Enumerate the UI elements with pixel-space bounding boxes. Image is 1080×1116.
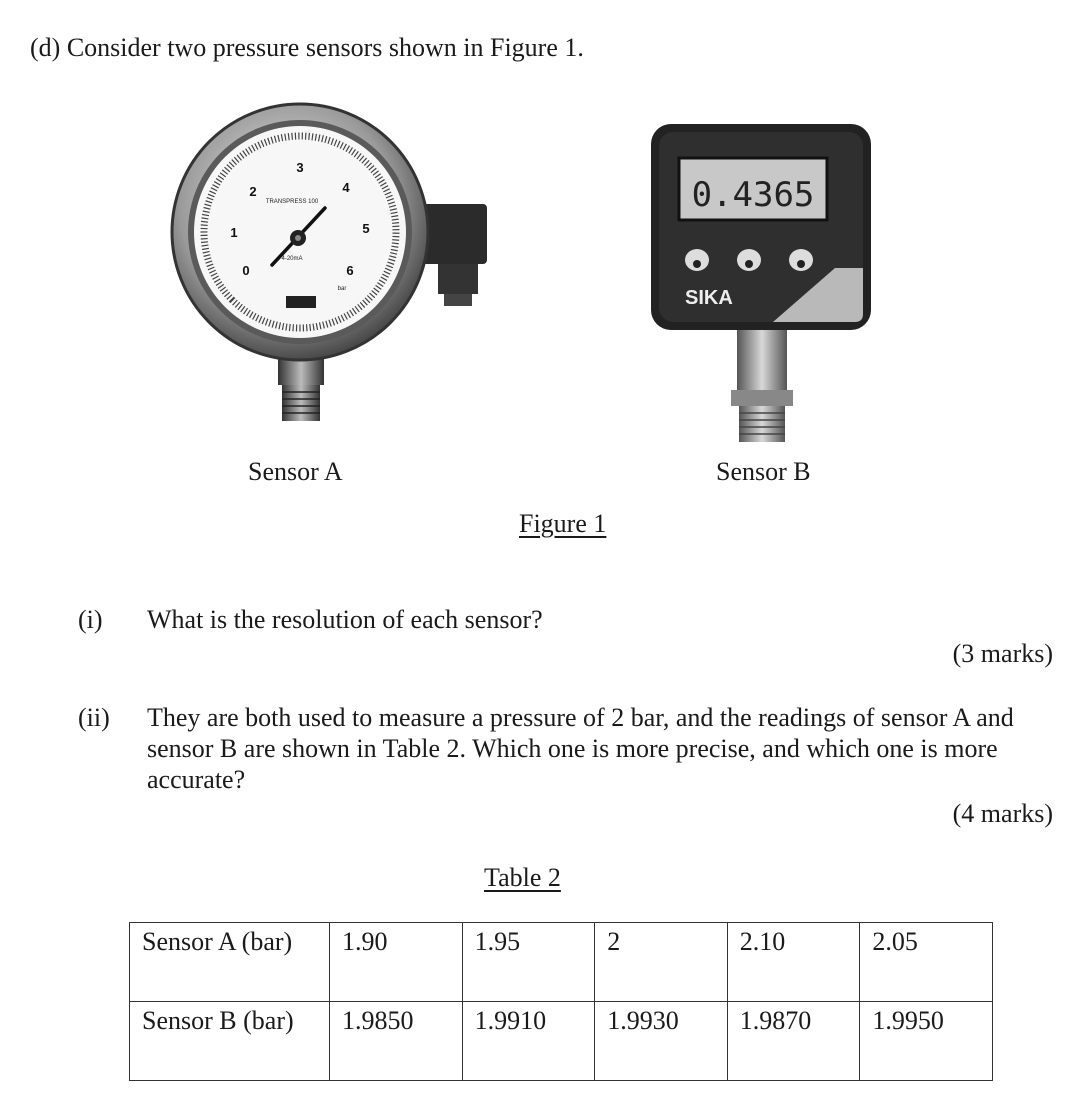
table-cell: 1.90 [330,923,463,1002]
question-ii-number: (ii) [78,703,110,732]
table-cell: 1.9930 [595,1002,728,1081]
dial-number-6: 6 [346,263,354,278]
table-cell: 2.05 [860,923,993,1002]
dial-number-3: 3 [296,160,304,175]
figure-caption: Figure 1 [519,509,607,538]
row-header-sensor-b: Sensor B (bar) [130,1002,330,1081]
brand-logo: SIKA [685,287,733,309]
dial-brand-text: TRANSPRESS 100 [265,199,319,205]
table-cell: 1.9850 [330,1002,463,1081]
row-header-sensor-a: Sensor A (bar) [130,923,330,1002]
dial-number-1: 1 [230,225,238,240]
dial-number-2: 2 [249,184,257,199]
question-i-text: What is the resolution of each sensor? [147,605,543,634]
question-ii-text: They are both used to measure a pressure of 2 bar, and the readings of sensor A and sensor B are shown in Table 2. Which one is more precise, and which one is more accurate? [147,703,1014,794]
table-row [130,1002,993,1081]
digital-display-value: 0.4365 [691,175,815,215]
readings-table [129,922,993,1081]
table-cell: 1.9950 [860,1002,993,1081]
question-ii-marks: (4 marks) [952,799,1053,828]
sensor-a-image [160,100,500,430]
table-row [130,923,993,1002]
table-caption: Table 2 [484,863,561,892]
sensor-b-image [645,118,880,448]
dial-signal-text: 4-20mA [281,256,303,262]
dial-unit-text: bar [337,286,347,292]
table-cell: 2.10 [727,923,860,1002]
table-cell: 1.9910 [462,1002,595,1081]
question-i-marks: (3 marks) [952,639,1053,668]
table-cell: 1.95 [462,923,595,1002]
dial-number-4: 4 [342,180,350,195]
table-cell: 1.9870 [727,1002,860,1081]
sensor-a-label: Sensor A [248,457,343,486]
dial-number-0: 0 [242,263,250,278]
question-i-number: (i) [78,605,103,634]
table-cell: 2 [595,923,728,1002]
question-heading: (d) Consider two pressure sensors shown in Figure 1. [30,33,584,62]
sensor-b-label: Sensor B [716,457,811,486]
dial-number-5: 5 [362,221,370,236]
